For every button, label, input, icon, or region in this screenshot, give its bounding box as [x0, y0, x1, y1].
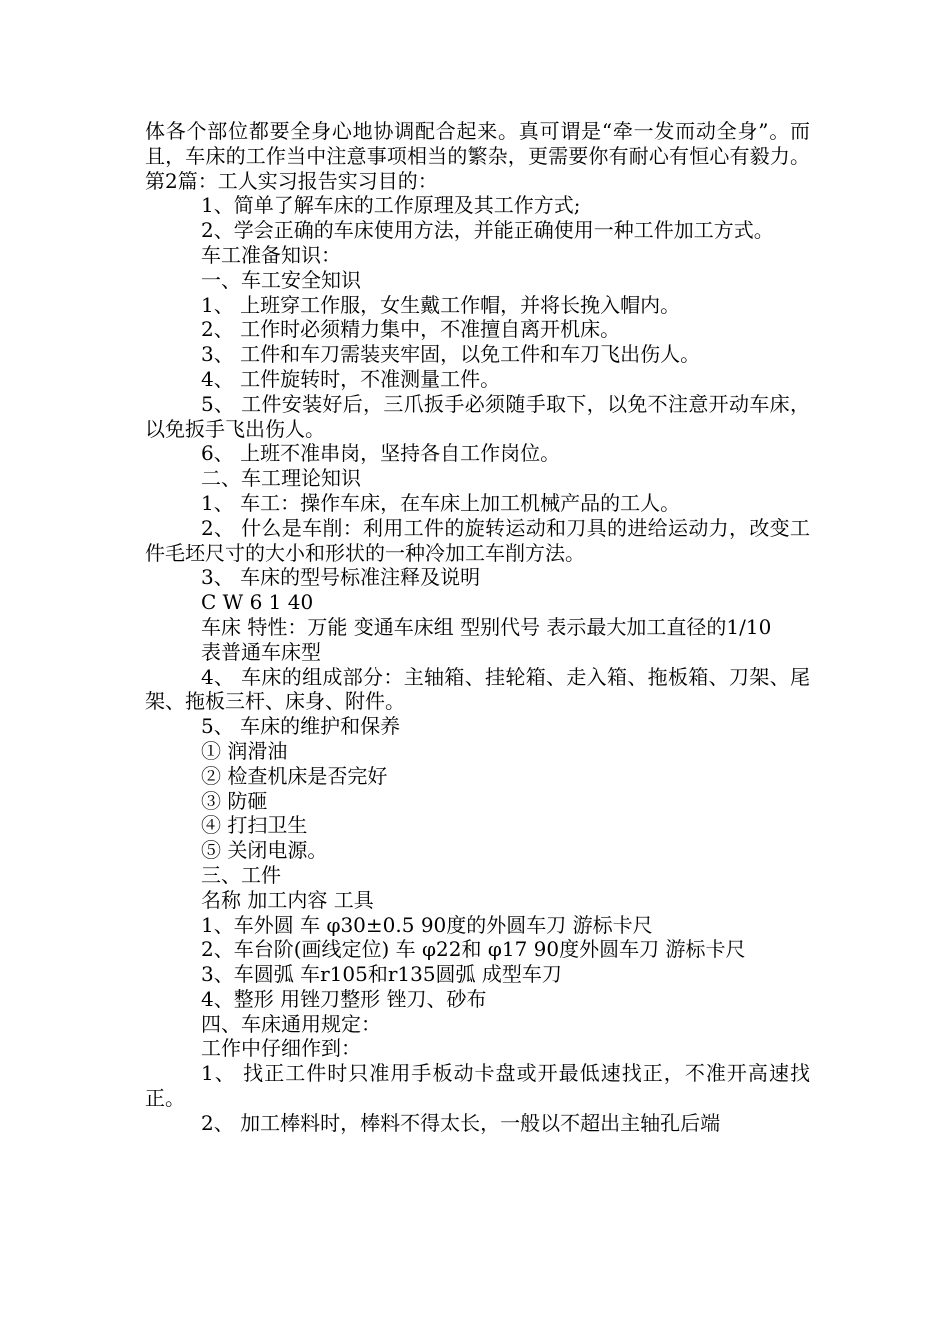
list-item: 4、 工件旋转时，不准测量工件。: [201, 366, 501, 391]
list-item: 3、 车床的型号标准注释及说明: [201, 565, 481, 590]
list-item: 2、 加工棒料时，棒料不得太长，一般以不超出主轴孔后端: [201, 1110, 721, 1135]
paragraph: 2、学会正确的车床使用方法，并能正确使用一种工件加工方式。: [201, 218, 774, 243]
paragraph: 车工准备知识：: [201, 242, 341, 267]
list-item: 3、车圆弧 车r105和r135圆弧 成型车刀: [201, 962, 562, 987]
list-item: 2、 什么是车削：利用工件的旋转运动和刀具的进给运动力，改变工件毛坯尺寸的大小和形状的一种冷加工车削方法。: [145, 515, 810, 565]
list-item: 3、 工件和车刀需装夹牢固，以免工件和车刀飞出伤人。: [201, 342, 701, 367]
list-item: 1、 找正工件时只准用手板动卡盘或开最低速找正，不准开高速找正。: [145, 1061, 810, 1111]
list-item: 2、车台阶(画线定位) 车 φ22和 φ17 90度外圆车刀 游标卡尺: [201, 937, 746, 962]
list-item: 1、 车工：操作车床，在车床上加工机械产品的工人。: [201, 490, 681, 515]
section-heading: 二、车工理论知识: [201, 466, 361, 491]
list-item: 4、 车床的组成部分：主轴箱、挂轮箱、走入箱、拖板箱、刀架、尾架、拖板三杆、床身、附件。: [145, 664, 810, 714]
paragraph: 车床 特性：万能 变通车床组 型别代号 表示最大加工直径的1/10: [201, 614, 772, 639]
list-item: ② 检查机床是否完好: [201, 763, 388, 788]
table-header-line: 名称 加工内容 工具: [201, 887, 374, 912]
list-item: 6、 上班不准串岗，坚持各自工作岗位。: [201, 441, 561, 466]
paragraph: C W 6 1 40: [201, 590, 314, 615]
list-item: 4、整形 用锉刀整形 锉刀、砂布: [201, 986, 487, 1011]
document-page: [145, 119, 810, 1136]
list-item: ③ 防砸: [201, 788, 268, 813]
list-item: ⑤ 关闭电源。: [201, 838, 328, 863]
section-heading: 一、车工安全知识: [201, 267, 361, 292]
list-item: ① 润滑油: [201, 738, 288, 763]
list-item: 5、 工件安装好后，三爪扳手必须随手取下，以免不注意开动车床，以免扳手飞出伤人。: [145, 391, 810, 441]
list-item: ④ 打扫卫生: [201, 813, 308, 838]
paragraph: 表普通车床型: [201, 639, 321, 664]
paragraph: 工作中仔细作到：: [201, 1036, 361, 1061]
paragraph: 1、简单了解车床的工作原理及其工作方式;: [201, 193, 581, 218]
list-item: 2、 工作时必须精力集中，不准擅自离开机床。: [201, 317, 621, 342]
section-heading: 三、工件: [201, 862, 281, 887]
section-heading: 四、车床通用规定：: [201, 1011, 381, 1036]
list-item: 5、 车床的维护和保养: [201, 714, 401, 739]
list-item: 1、 上班穿工作服，女生戴工作帽，并将长挽入帽内。: [201, 292, 681, 317]
list-item: 1、车外圆 车 φ30±0.5 90度的外圆车刀 游标卡尺: [201, 912, 653, 937]
paragraph: 体各个部位都要全身心地协调配合起来。真可谓是“牵一发而动全身”。而且，车床的工作当中注意事项相当的繁杂，更需要你有耐心有恒心有毅力。第2篇：工人实习报告实习目的：: [145, 119, 810, 193]
